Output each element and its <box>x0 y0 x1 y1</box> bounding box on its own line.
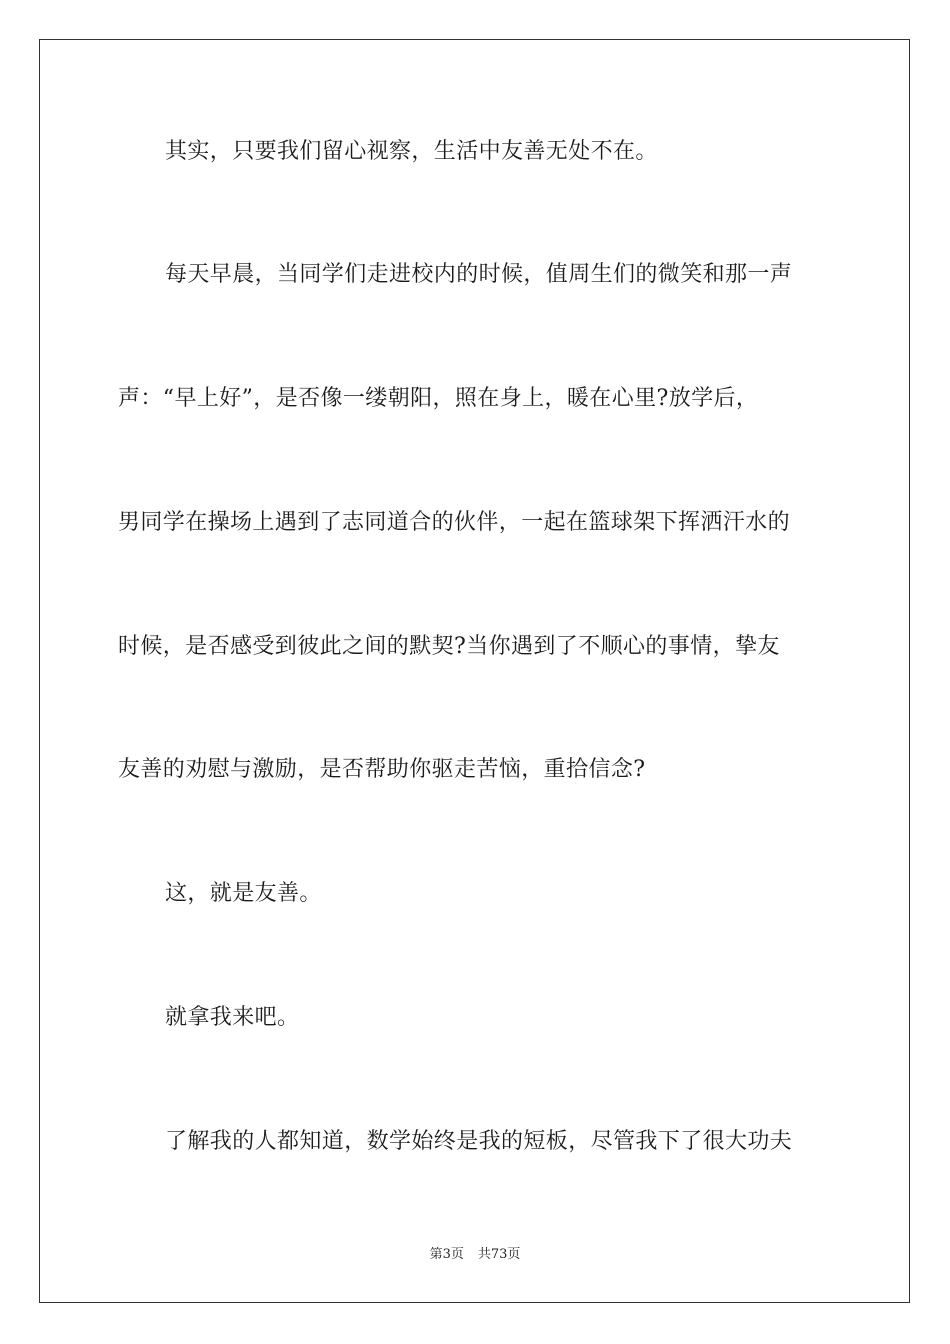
page-number: 第3页 <box>429 1247 464 1262</box>
page-footer <box>0 1246 950 1264</box>
paragraph-line: 时候，是否感受到彼此之间的默契?当你遇到了不顺心的事情，挚友 <box>118 634 780 659</box>
paragraph-line: 声：“早上好”，是否像一缕朝阳，照在身上，暖在心里?放学后， <box>118 386 759 411</box>
page-border <box>39 39 910 1303</box>
paragraph-line: 每天早晨，当同学们走进校内的时候，值周生们的微笑和那一声 <box>165 262 793 287</box>
paragraph-line: 就拿我来吧。 <box>165 1005 300 1030</box>
paragraph-line: 其实，只要我们留心视察，生活中友善无处不在。 <box>165 139 658 164</box>
paragraph-line: 友善的劝慰与激励，是否帮助你驱走苦恼，重拾信念? <box>118 757 646 782</box>
paragraph-line: 男同学在操场上遇到了志同道合的伙伴，一起在篮球架下挥洒汗水的 <box>118 510 791 535</box>
page-total: 共73页 <box>477 1247 521 1262</box>
paragraph-line: 了解我的人都知道，数学始终是我的短板，尽管我下了很大功夫 <box>165 1129 793 1154</box>
paragraph-line: 这，就是友善。 <box>165 881 322 906</box>
